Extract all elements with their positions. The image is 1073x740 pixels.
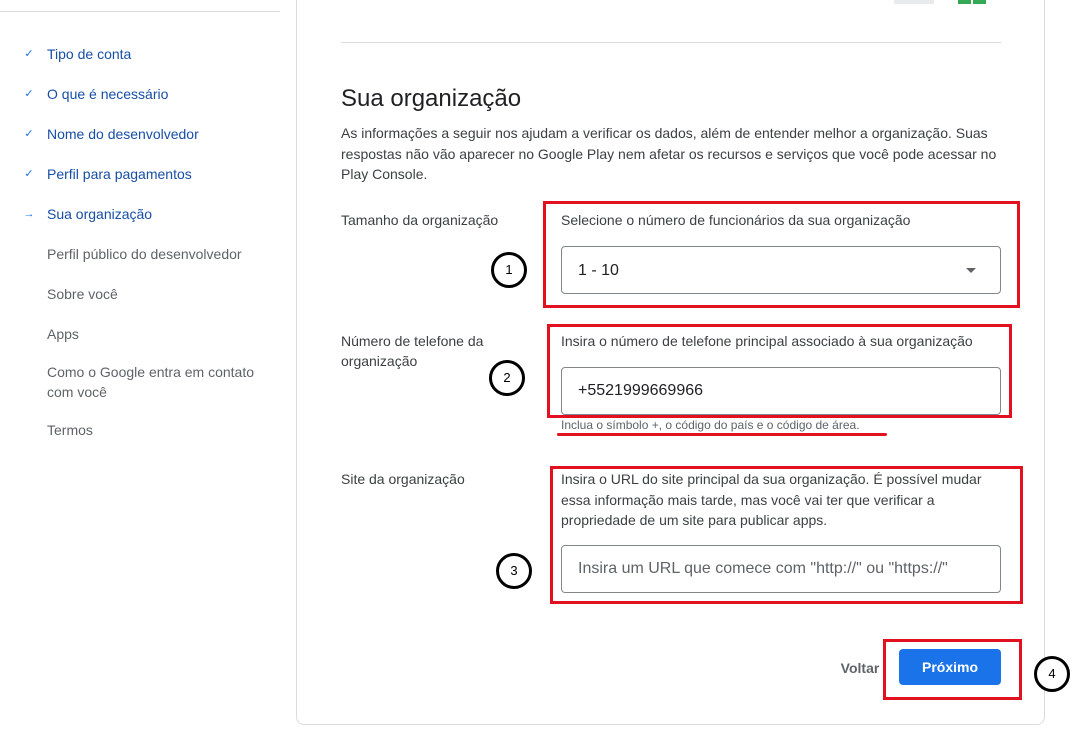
logo-fragment xyxy=(958,0,971,4)
logo-fragment xyxy=(973,0,986,4)
nav-step-label: Como o Google entra em contato com você xyxy=(47,364,255,400)
dropdown-arrow-icon xyxy=(966,268,976,273)
org-size-select[interactable] xyxy=(561,246,1001,294)
annotation-marker-1: 1 xyxy=(491,252,527,288)
org-size-helper: Selecione o número de funcionários da sua organização xyxy=(561,212,911,228)
nav-step-label: Perfil público do desenvolvedor xyxy=(47,246,242,262)
nav-step-label: Apps xyxy=(47,326,79,342)
website-input[interactable] xyxy=(562,546,1000,592)
phone-input[interactable] xyxy=(562,368,1000,414)
check-icon: ✓ xyxy=(24,88,34,100)
page-description: As informações a seguir nos ajudam a verificar os dados, além de entender melhor a organização. Suas respostas não vão aparecer no Google Play nem afetar os recursos e serviços que você pode acessar no Play Console. xyxy=(341,125,997,182)
website-field[interactable] xyxy=(561,545,1001,593)
org-size-value: 1 - 10 xyxy=(578,262,619,279)
card-divider xyxy=(341,42,1001,43)
nav-step-label: O que é necessário xyxy=(47,86,169,102)
nav-step-label: Termos xyxy=(47,422,93,438)
next-button[interactable]: Próximo xyxy=(899,649,1001,685)
phone-hint: Inclua o símbolo +, o código do país e o código de área. xyxy=(561,418,860,432)
website-label: Site da organização xyxy=(341,471,465,487)
setup-steps-nav xyxy=(0,0,290,740)
nav-step-label: Tipo de conta xyxy=(47,46,132,62)
check-icon: ✓ xyxy=(24,168,34,180)
annotation-marker-4: 4 xyxy=(1034,656,1070,692)
logo-fragment xyxy=(894,0,934,4)
annotation-marker-2: 2 xyxy=(489,360,525,396)
website-helper: Insira o URL do site principal da sua organização. É possível mudar essa informação mais tarde, mas você vai ter que verificar a propriedade de um site para publicar apps. xyxy=(561,471,982,528)
phone-label: Número de telefone da organização xyxy=(341,333,484,369)
check-icon: ✓ xyxy=(24,128,34,140)
phone-helper: Insira o número de telefone principal associado à sua organização xyxy=(561,333,973,349)
highlight-underline-hint xyxy=(557,433,887,436)
nav-step-label: Perfil para pagamentos xyxy=(47,166,192,182)
page-title: Sua organização xyxy=(341,85,522,113)
nav-step-label: Sua organização xyxy=(47,206,153,222)
annotation-marker-3: 3 xyxy=(496,553,532,589)
nav-step-label: Nome do desenvolvedor xyxy=(47,126,199,142)
check-icon: ✓ xyxy=(24,48,34,60)
phone-field[interactable] xyxy=(561,367,1001,415)
org-size-label: Tamanho da organização xyxy=(341,212,499,228)
nav-step-label: Sobre você xyxy=(47,286,118,302)
arrow-right-icon: → xyxy=(23,208,35,220)
back-button[interactable]: Voltar xyxy=(840,660,880,676)
